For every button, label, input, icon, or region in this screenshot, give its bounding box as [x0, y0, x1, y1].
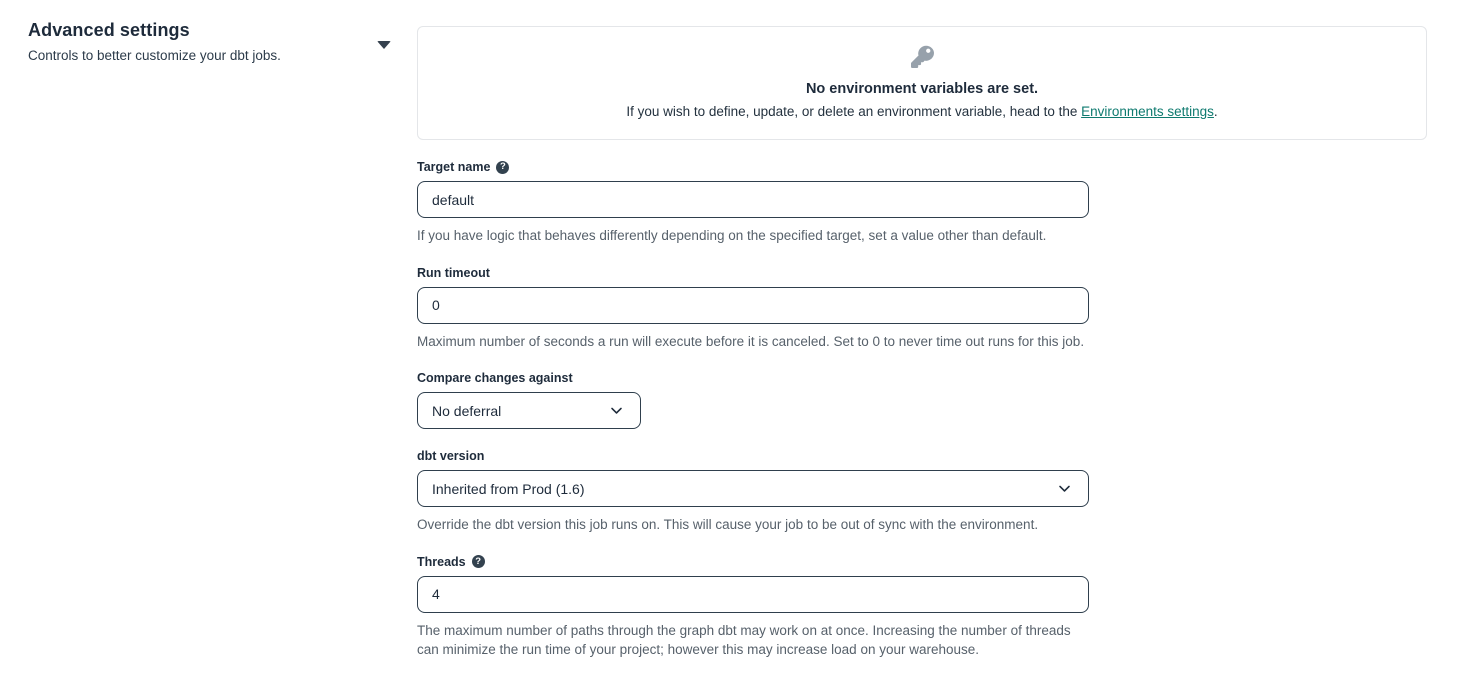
compare-changes-label: [417, 371, 1427, 385]
threads-help-icon[interactable]: ?: [472, 555, 485, 568]
settings-content: [417, 0, 1458, 680]
dbt-version-group: [417, 449, 1427, 535]
threads-label: [417, 555, 1427, 569]
env-vars-message-suffix: .: [1213, 104, 1218, 119]
target-name-label-text: Target name: [417, 160, 491, 174]
run-timeout-label-text: Run timeout: [417, 265, 490, 280]
dbt-version-selected-value: Inherited from Prod (1.6): [432, 480, 585, 497]
advanced-settings-form: [417, 160, 1427, 660]
key-icon: [911, 45, 934, 68]
threads-group: [417, 555, 1427, 660]
env-vars-empty-title: No environment variables are set.: [805, 81, 1039, 97]
dbt-version-select[interactable]: [417, 470, 1089, 507]
target-name-input[interactable]: [417, 181, 1089, 218]
collapse-caret-icon[interactable]: [377, 41, 391, 49]
env-vars-empty-message: [434, 104, 1410, 119]
target-name-helper: If you have logic that behaves differently depending on the specified target, set a value other than default.: [417, 228, 1047, 243]
dbt-version-label: [417, 449, 1427, 463]
compare-changes-select[interactable]: [417, 392, 641, 429]
env-vars-empty-card: [417, 26, 1427, 140]
env-vars-message-prefix: If you wish to define, update, or delete an environment variable, head to the: [626, 104, 1082, 119]
target-name-group: [417, 160, 1427, 246]
run-timeout-helper: Maximum number of seconds a run will execute before it is canceled. Set to 0 to never time out runs for this job.: [417, 333, 1085, 349]
compare-changes-label-text: Compare changes against: [417, 371, 573, 386]
compare-changes-selected-value: No deferral: [432, 402, 502, 419]
environments-settings-link[interactable]: Environments settings: [1081, 104, 1214, 119]
threads-helper: The maximum number of paths through the graph dbt may work on at once. Increasing the number of threads can minimize the run time of your project; however this may increase load on your warehouse.: [417, 622, 1071, 658]
threads-input[interactable]: [417, 576, 1089, 613]
compare-changes-group: [417, 371, 1427, 429]
target-name-help-icon[interactable]: ?: [496, 161, 509, 174]
target-name-label: [417, 160, 1427, 174]
run-timeout-input[interactable]: [417, 287, 1089, 324]
dbt-version-helper: Override the dbt version this job runs on. This will cause your job to be out of sync with the environment.: [417, 517, 1039, 533]
run-timeout-label: [417, 266, 1427, 280]
page-title: Advanced settings: [28, 20, 190, 40]
dbt-version-label-text: dbt version: [417, 449, 485, 464]
threads-label-text: Threads: [417, 554, 466, 569]
chevron-down-icon: [1057, 481, 1072, 496]
section-header: [0, 0, 417, 680]
page-subtitle: Controls to better customize your dbt jobs.: [28, 48, 281, 63]
run-timeout-group: [417, 266, 1427, 352]
chevron-down-icon: [609, 403, 624, 418]
